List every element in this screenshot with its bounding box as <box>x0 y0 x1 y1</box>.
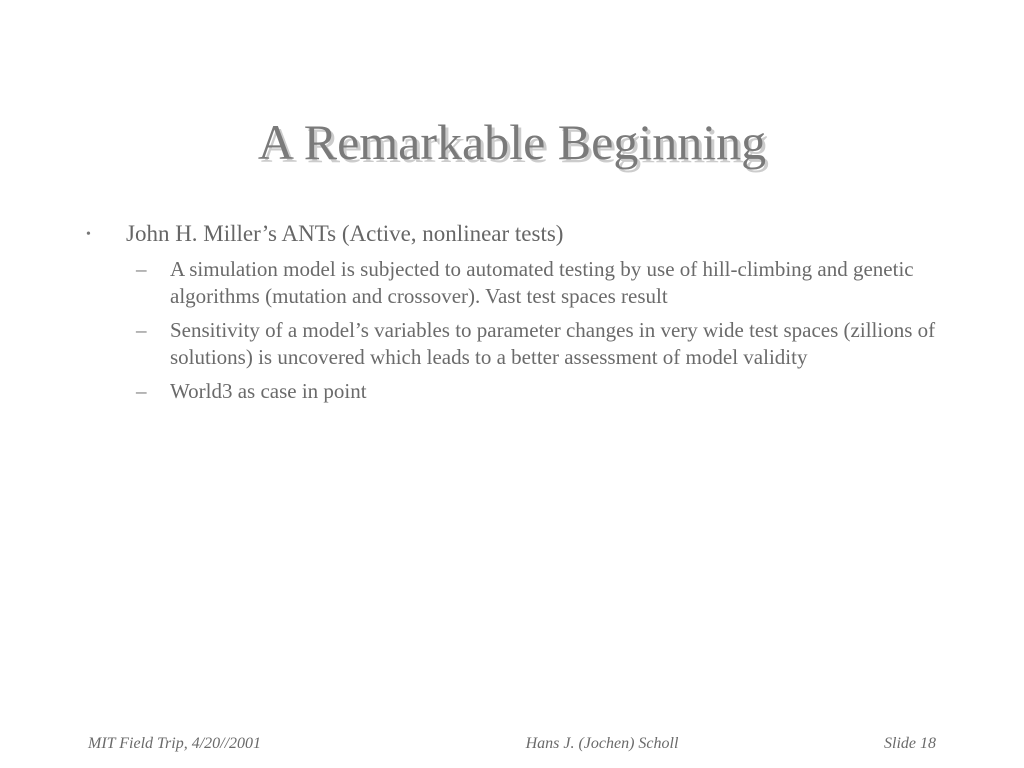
sub-bullet-item <box>136 256 956 310</box>
slide-content <box>86 220 956 412</box>
dash-icon: – <box>136 379 147 403</box>
slide-title: A Remarkable Beginning <box>257 114 767 170</box>
sub-bullet-text: World3 as case in point <box>170 379 367 403</box>
bullet-icon: • <box>86 227 91 242</box>
sub-bullet-text: A simulation model is subjected to automated testing by use of hill-climbing and genetic algorithms (mutation and crossover). Vast test spaces result <box>170 257 914 308</box>
bullet-item <box>86 220 956 250</box>
sub-bullet-item <box>136 317 956 371</box>
sub-bullet-item <box>136 378 956 405</box>
sub-bullet-list <box>86 256 956 405</box>
bullet-text: John H. Miller’s ANTs (Active, nonlinear tests) <box>126 221 564 246</box>
sub-bullet-text: Sensitivity of a model’s variables to parameter changes in very wide test spaces (zillions of solutions) is uncovered which leads to a better assessment of model validity <box>170 318 936 369</box>
footer-slide-number: Slide 18 <box>884 735 936 752</box>
dash-icon: – <box>136 318 147 342</box>
footer-event: MIT Field Trip, 4/20//2001 <box>88 735 262 752</box>
footer-author: Hans J. (Jochen) Scholl <box>525 735 679 752</box>
dash-icon: – <box>136 257 147 281</box>
